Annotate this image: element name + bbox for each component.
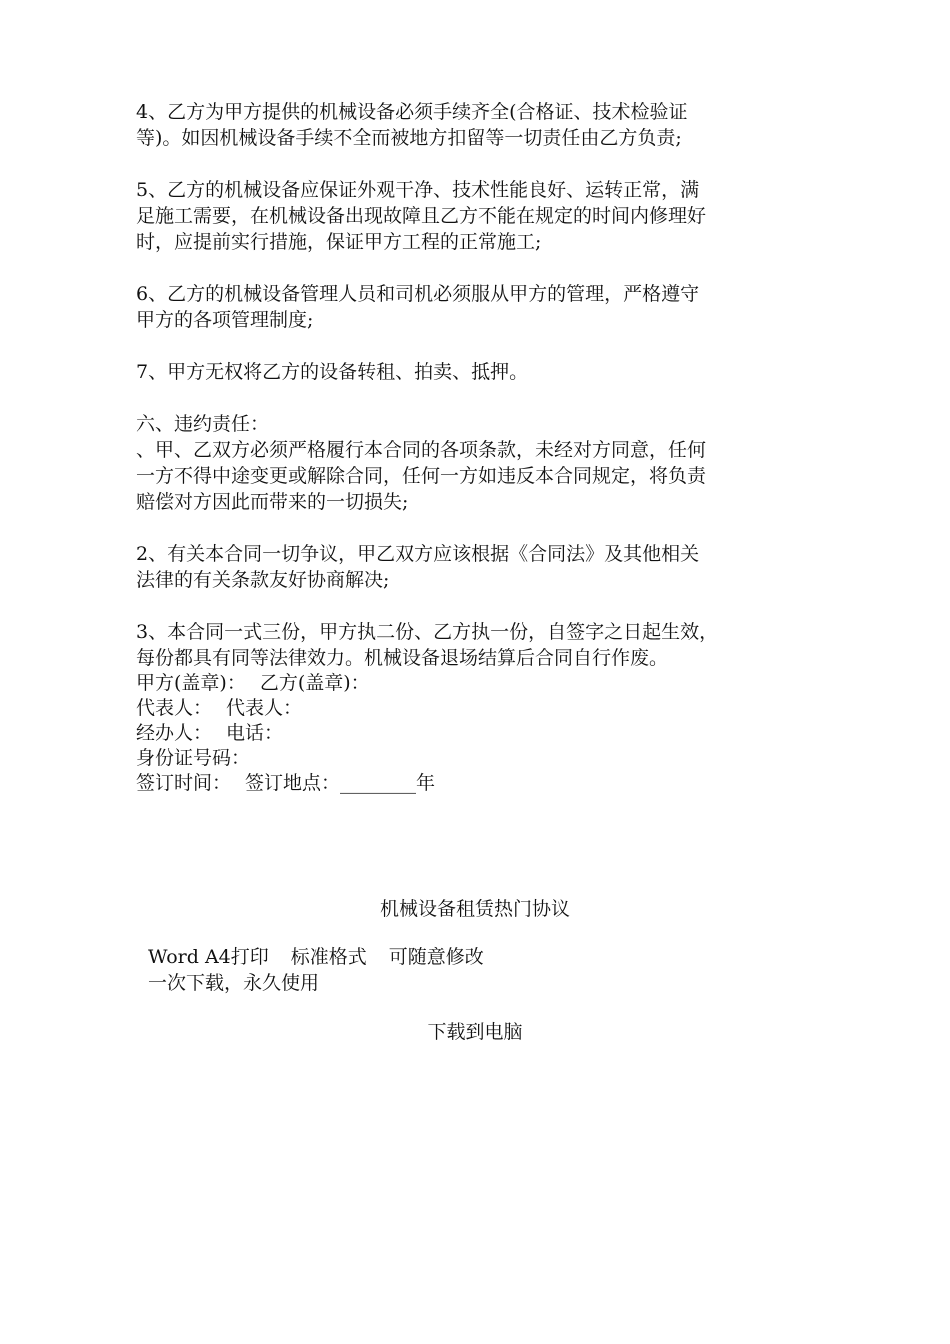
id-number-label: 身份证号码： bbox=[136, 747, 251, 769]
text-line: 等)。如因机械设备手续不全而被地方扣留等一切责任由乙方负责; bbox=[136, 127, 682, 149]
phone-label: 电话： bbox=[226, 722, 284, 744]
promo-features bbox=[148, 943, 484, 971]
text-line: 每份都具有同等法律效力。机械设备退场结算后合同自行作废。 bbox=[136, 647, 669, 669]
party-b-representative-label: 代表人： bbox=[226, 697, 303, 719]
contract-body bbox=[136, 99, 826, 796]
feature-word-a4: Word A4打印 bbox=[148, 946, 269, 968]
text-line: 一方不得中途变更或解除合同，任何一方如违反本合同规定，将负责 bbox=[136, 465, 707, 487]
text-line: 6、乙方的机械设备管理人员和司机必须服从甲方的管理，严格遵守 bbox=[136, 283, 700, 305]
promo-title: 机械设备租赁热门协议 bbox=[379, 898, 570, 920]
clause-copies bbox=[136, 619, 826, 671]
agent-label: 经办人： bbox=[136, 722, 213, 744]
section-heading: 六、违约责任： bbox=[136, 413, 270, 435]
clause-dispute bbox=[136, 541, 826, 593]
party-a-seal-label: 甲方(盖章)： bbox=[136, 672, 246, 694]
signature-row-id bbox=[136, 746, 826, 771]
signature-row-party bbox=[136, 671, 826, 696]
party-a-representative-label: 代表人： bbox=[136, 697, 213, 719]
signature-block bbox=[136, 671, 826, 796]
text-line: 赔偿对方因此而带来的一切损失; bbox=[136, 491, 409, 513]
party-b-seal-label: 乙方(盖章)： bbox=[259, 672, 370, 694]
signature-row-time-place bbox=[136, 771, 826, 796]
text-line: 3、本合同一式三份，甲方执二份、乙方执一份，自签字之日起生效， bbox=[136, 621, 719, 643]
promo-usage: 一次下载，永久使用 bbox=[148, 972, 320, 994]
signature-row-agent bbox=[136, 721, 826, 746]
text-line: 甲方的各项管理制度; bbox=[136, 309, 314, 331]
text-line: 7、甲方无权将乙方的设备转租、拍卖、抵押。 bbox=[136, 361, 529, 383]
feature-standard-format: 标准格式 bbox=[290, 946, 367, 968]
signature-row-representative bbox=[136, 696, 826, 721]
clause-6 bbox=[136, 281, 826, 333]
clause-5 bbox=[136, 177, 826, 255]
text-line: 时，应提前实行措施，保证甲方工程的正常施工; bbox=[136, 231, 542, 253]
sign-place-label: 签订地点：________年 bbox=[245, 772, 436, 794]
download-to-computer-link[interactable]: 下载到电脑 bbox=[427, 1021, 523, 1043]
text-line: 足施工需要，在机械设备出现故障且乙方不能在规定的时间内修理好 bbox=[136, 205, 707, 227]
text-line: 2、有关本合同一切争议，甲乙双方应该根据《合同法》及其他相关 bbox=[136, 543, 700, 565]
sign-time-label: 签订时间： bbox=[136, 772, 232, 794]
clause-7 bbox=[136, 359, 826, 385]
clause-4 bbox=[136, 99, 826, 151]
text-line: 5、乙方的机械设备应保证外观干净、技术性能良好、运转正常，满 bbox=[136, 179, 700, 201]
section-breach-liability bbox=[136, 411, 826, 515]
text-line: 法律的有关条款友好协商解决; bbox=[136, 569, 390, 591]
text-line: 、甲、乙双方必须严格履行本合同的各项条款，未经对方同意，任何 bbox=[136, 439, 707, 461]
text-line: 4、乙方为甲方提供的机械设备必须手续齐全(合格证、技术检验证 bbox=[136, 101, 688, 123]
feature-editable: 可随意修改 bbox=[388, 946, 484, 968]
